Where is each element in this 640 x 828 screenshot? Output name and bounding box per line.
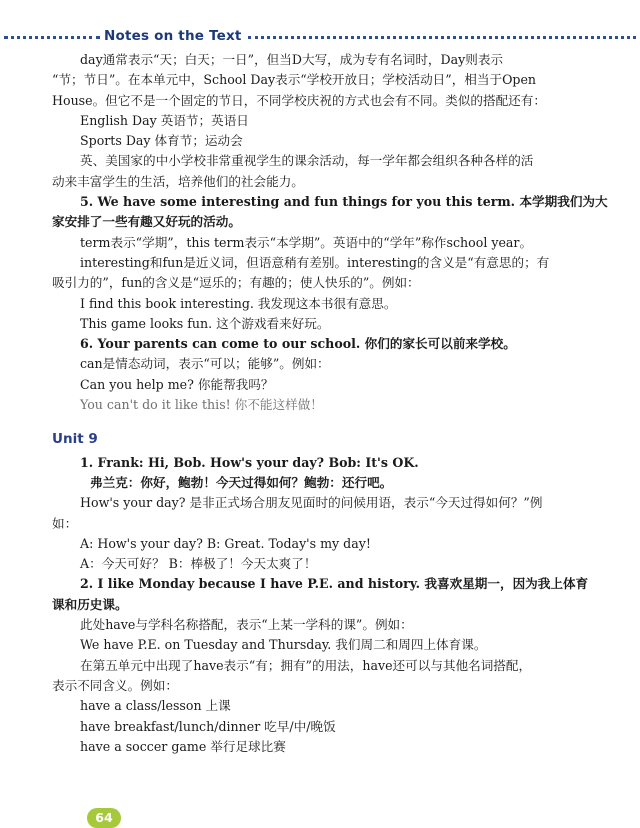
key-sentence: 课和历史课。 (52, 596, 128, 612)
example-line: This game looks fun. 这个游戏看来好玩。 (80, 315, 330, 331)
paragraph-line: 表示不同含义。例如： (52, 677, 178, 693)
paragraph-line: 如： (52, 515, 78, 531)
example-line: You can't do it like this! 你不能这样做！ (80, 397, 323, 413)
paragraph-line: 吸引力的”，fun的含义是“逗乐的；有趣的；使人快乐的”。例如： (52, 275, 420, 291)
paragraph-line: House。但它不是一个固定的节日，不同学校庆祝的方式也会有不同。类似的搭配还有： (52, 92, 546, 108)
paragraph-line: 此处have与学科名称搭配，表示“上某一学科的课”。例如： (80, 617, 413, 633)
header-dots-left (4, 36, 100, 39)
unit-title: Unit 9 (52, 431, 98, 448)
key-sentence: 家安排了一些有趣又好玩的活动。 (52, 214, 241, 230)
key-sentence: 1. Frank: Hi, Bob. How's your day? Bob: It's OK. (80, 454, 419, 470)
example-line: have a soccer game 举行足球比赛 (80, 738, 286, 754)
key-sentence: 6. Your parents can come to our school. 你们的家长可以前来学校。 (80, 336, 516, 352)
paragraph-line: day通常表示“天；白天；一日”，但当D大写，成为专有名词时，Day则表示 (80, 52, 504, 67)
example-line: Sports Day 体育节；运动会 (80, 133, 243, 149)
header-title: Notes on the Text (104, 28, 242, 44)
paragraph-line: How's your day? 是非正式场合朋友见面时的问候用语，表示“今天过得如何？”例 (80, 495, 543, 511)
example-line: A: How's your day? B: Great. Today's my day! (80, 535, 371, 551)
sentence-translation: 弗兰克：你好，鲍勃！今天过得如何？鲍勃：还行吧。 (90, 474, 393, 490)
page-content (52, 50, 614, 757)
paragraph-line: can是情态动词，表示“可以；能够”。例如： (80, 356, 330, 372)
example-line: We have P.E. on Tuesday and Thursday. 我们周二和周四上体育课。 (80, 637, 487, 653)
paragraph-line: term表示“学期”，this term表示“本学期”。英语中的“学年”称作school year。 (80, 234, 533, 250)
example-line: have a class/lesson 上课 (80, 698, 231, 714)
example-line: English Day 英语节；英语日 (80, 112, 249, 128)
paragraph-line: “节；节日”。在本单元中，School Day表示“学校开放日；学校活动日”，相当于Open (52, 72, 537, 88)
example-line: I find this book interesting. 我发现这本书很有意思。 (80, 295, 397, 311)
paragraph-line: 英、美国家的中小学校非常重视学生的课余活动，每一学年都会组织各种各样的活 (80, 153, 534, 169)
header-dots-right (248, 36, 636, 39)
example-line: have breakfast/lunch/dinner 吃早/中/晚饭 (80, 718, 336, 734)
key-sentence: 5. We have some interesting and fun things for you this term. 本学期我们为大 (80, 194, 608, 210)
page-number-badge: 64 (87, 808, 121, 828)
paragraph-line: 动来丰富学生的生活，培养他们的社会能力。 (52, 173, 304, 189)
key-sentence: 2. I like Monday because I have P.E. and history. 我喜欢星期一，因为我上体育 (80, 576, 589, 592)
example-line: Can you help me? 你能帮我吗？ (80, 376, 274, 392)
example-line: A：今天可好？ B：棒极了！今天太爽了！ (80, 556, 317, 572)
paragraph-line: interesting和fun是近义词，但语意稍有差别。interesting的含义是“有意思的；有 (80, 254, 550, 270)
section-header (0, 28, 640, 46)
paragraph-line: 在第五单元中出现了have表示“有；拥有”的用法，have还可以与其他名词搭配， (80, 657, 532, 673)
